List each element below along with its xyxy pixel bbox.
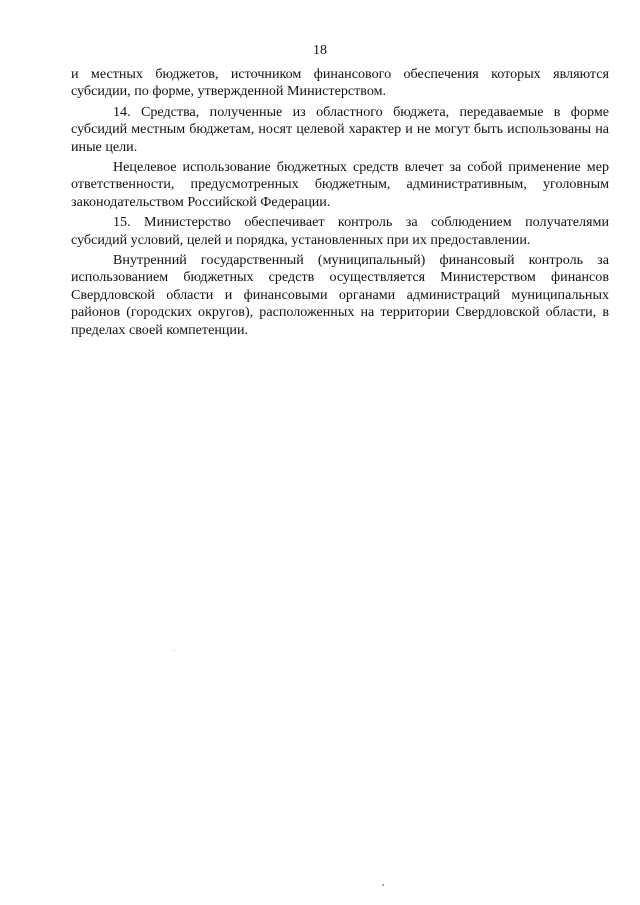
paragraph-internal-control: Внутренний государственный (муниципальный) финансовый контроль за использованием бюджетных средств осуществляется Министерством финансов Свердловской области и финансовыми органами администраций муниципальных районов (городских округов), расположенных на территории Свердловской области, в пределах своей компетенции. <box>71 252 609 338</box>
page-number: 18 <box>313 43 327 58</box>
paragraph-misuse-liability: Нецелевое использование бюджетных средств влечет за собой применение мер ответственности, предусмотренных бюджетным, административным, уголовным законодательством Российской Федерации. <box>71 159 609 210</box>
document-body <box>71 66 609 342</box>
scan-speck <box>174 650 175 651</box>
scan-speck <box>382 884 384 886</box>
paragraph-item-15: 15. Министерство обеспечивает контроль за соблюдением получателями субсидий условий, целей и порядка, установленных при их предоставлении. <box>71 214 609 248</box>
paragraph-item-14: 14. Средства, полученные из областного бюджета, передаваемые в форме субсидий местным бюджетам, носят целевой характер и не могут быть использованы на иные цели. <box>71 103 609 155</box>
paragraph-continuation: и местных бюджетов, источником финансового обеспечения которых являются субсидии, по форме, утвержденной Министерством. <box>71 66 609 100</box>
